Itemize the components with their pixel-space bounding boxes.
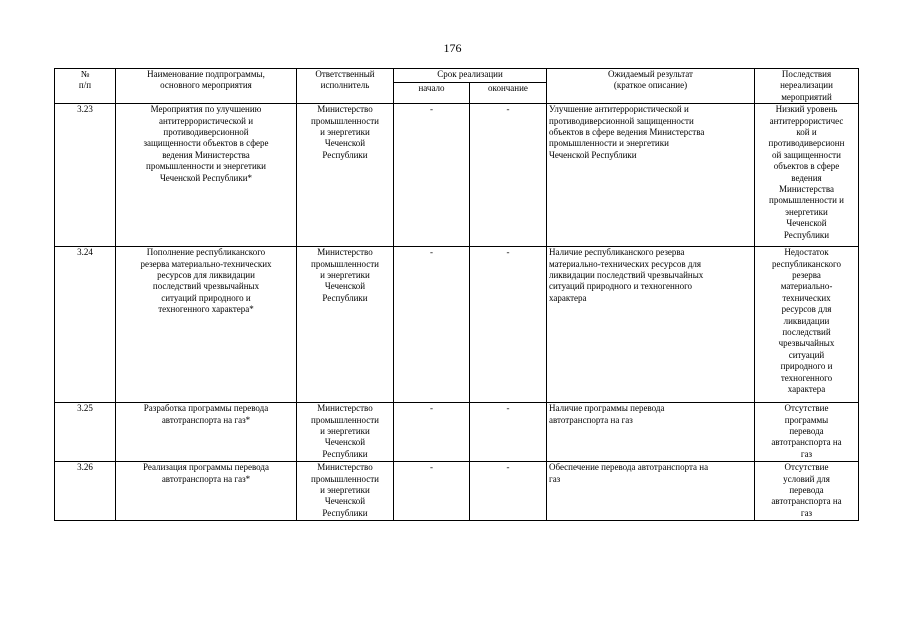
header-consequences: [755, 69, 859, 104]
table-row: [55, 462, 859, 521]
row-result: Обеспечение перевода автотранспорта на газ: [547, 462, 755, 521]
row-result: Наличие программы перевода автотранспорта на газ: [547, 403, 755, 462]
row-start: -: [394, 403, 470, 462]
row-consequences: Недостаток республиканского резерва материально- технических ресурсов для ликвидации последствий чрезвычайных ситуаций природного и техногенного характера: [755, 247, 859, 403]
row-consequences: Низкий уровень антитеррористичес кой и противодиверсионн ой защищенности объектов в сфере ведения Министерства промышленности и энергетики Чеченской Республики: [755, 104, 859, 247]
header-period: [394, 69, 547, 83]
row-name: Разработка программы перевода автотранспорта на газ*: [116, 403, 297, 462]
row-name: Реализация программы перевода автотранспорта на газ*: [116, 462, 297, 521]
program-table: [54, 68, 859, 521]
row-executor: Министерство промышленности и энергетики Чеченской Республики: [297, 462, 394, 521]
header-end-text: окончание: [488, 83, 528, 94]
header-num-text: № п/п: [78, 69, 92, 91]
header-executor: [297, 69, 394, 104]
header-executor-text: Ответственный исполнитель: [315, 69, 375, 91]
row-start: -: [394, 462, 470, 521]
table-row: [55, 247, 859, 403]
header-consequences-text: Последствия нереализации мероприятий: [780, 69, 833, 102]
table-row: [55, 403, 859, 462]
header-result-text: Ожидаемый результат (краткое описание): [608, 69, 693, 91]
row-end: -: [470, 104, 547, 247]
row-result: Улучшение антитеррористической и противодиверсионной защищенности объектов в сфере ведения Министерства промышленности и энергетики Чеченской Республики: [547, 104, 755, 247]
row-consequences: Отсутствие программы перевода автотранспорта на газ: [755, 403, 859, 462]
row-num: 3.26: [55, 462, 116, 521]
row-num: 3.24: [55, 247, 116, 403]
row-executor: Министерство промышленности и энергетики Чеченской Республики: [297, 104, 394, 247]
header-row: [55, 69, 859, 83]
header-end: [470, 83, 547, 104]
header-period-text: Срок реализации: [437, 69, 503, 79]
header-name-text: Наименование подпрограммы, основного мероприятия: [147, 69, 265, 91]
header-start: [394, 83, 470, 104]
row-name: Мероприятия по улучшению антитеррористической и противодиверсионной защищенности объектов в сфере ведения Министерства промышленности и энергетики Чеченской Республики*: [116, 104, 297, 247]
row-start: -: [394, 247, 470, 403]
table-row: [55, 104, 859, 247]
header-num: [55, 69, 116, 104]
row-name: Пополнение республиканского резерва материально-технических ресурсов для ликвидации последствий чрезвычайных ситуаций природного и техногенного характера*: [116, 247, 297, 403]
row-end: -: [470, 462, 547, 521]
header-start-text: начало: [418, 83, 445, 94]
row-num: 3.25: [55, 403, 116, 462]
row-result: Наличие республиканского резерва материально-технических ресурсов для ликвидации последствий чрезвычайных ситуаций природного и техногенного характера: [547, 247, 755, 403]
header-result: [547, 69, 755, 104]
row-start: -: [394, 104, 470, 247]
row-executor: Министерство промышленности и энергетики Чеченской Республики: [297, 403, 394, 462]
row-end: -: [470, 247, 547, 403]
row-num: 3.23: [55, 104, 116, 247]
row-executor: Министерство промышленности и энергетики Чеченской Республики: [297, 247, 394, 403]
header-name: [116, 69, 297, 104]
page-number: 176: [443, 41, 462, 55]
row-consequences: Отсутствие условий для перевода автотранспорта на газ: [755, 462, 859, 521]
row-end: -: [470, 403, 547, 462]
